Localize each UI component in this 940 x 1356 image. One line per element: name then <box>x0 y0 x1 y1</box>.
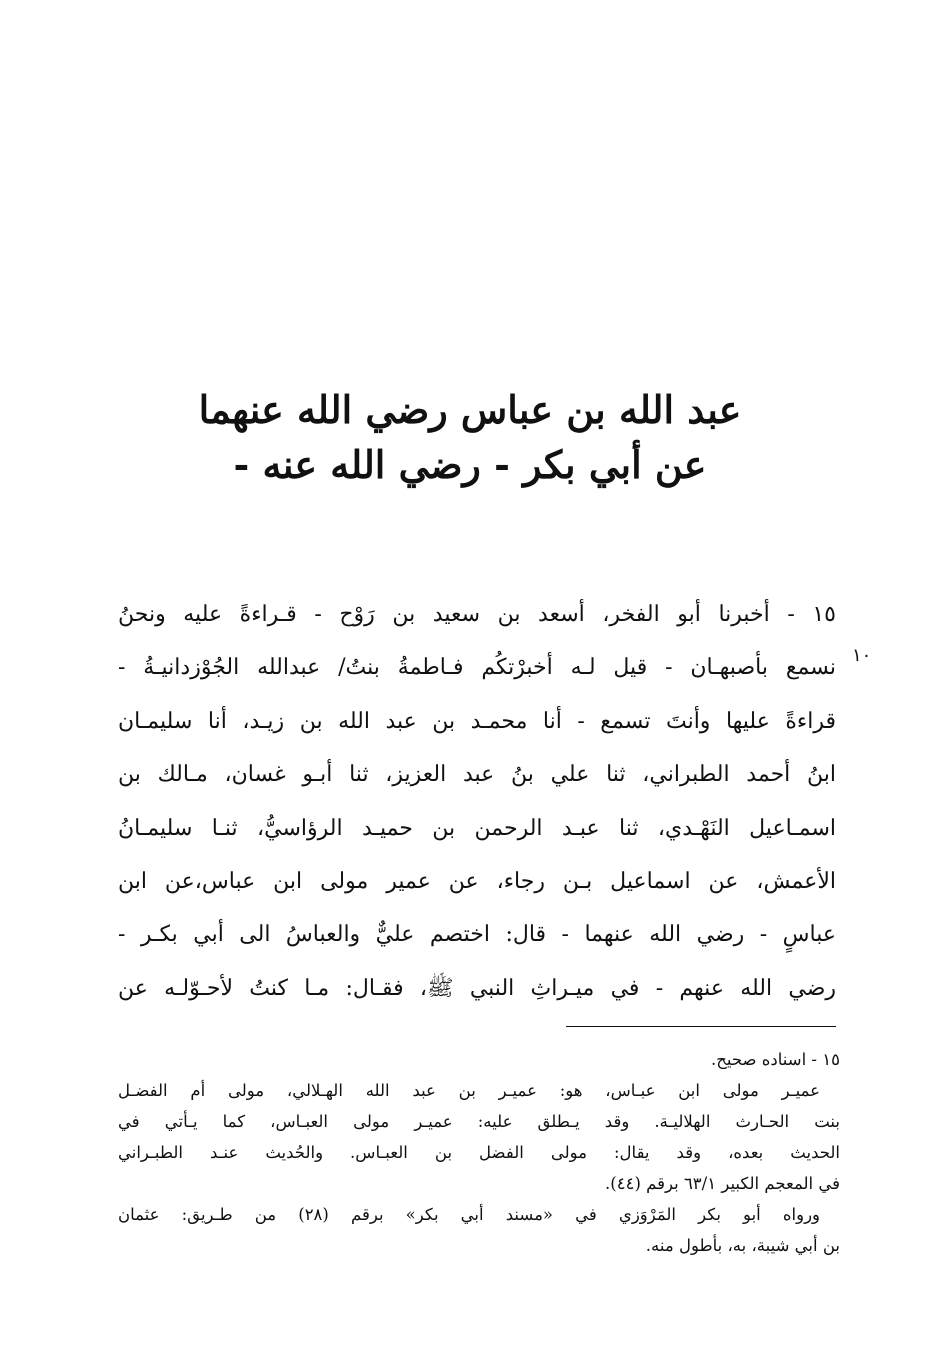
chapter-title-line-2: عن أبي بكر - رضي الله عنه - <box>233 442 707 487</box>
text-line: عباسٍ - رضي الله عنهما - قال: اختصم عليٌّ والعباسُ الى أبي بكـر - <box>118 922 836 948</box>
footnote-line: ورواه أبو بكر المَرْوَزي في «مسند أبي بكر» برقم (٢٨) من طـريق: عثمان <box>118 1205 821 1224</box>
footnote-heading: ١٥ - اسناده صحيح. <box>711 1050 840 1069</box>
footnote-line: عميـر مولى ابن عبـاس، هو: عميـر بن عبد الله الهـلالي، مولى أم الفضـل <box>118 1081 820 1100</box>
text-line: نسمع بأصبهـان - قيل لـه أخبرْتكُم فـاطمةُ بنتُ/ عبدالله الجُوْزدانيـةُ - <box>118 655 836 681</box>
footnote-separator <box>566 1026 836 1027</box>
text-line: اسمـاعيل النَهْـدي، ثنا عبـد الرحمن بن حميـد الرؤاسيُّ، ثنـا سليمـانُ <box>118 815 836 841</box>
text-line: رضي الله عنهم - في ميـراثِ النبي ﷺ، فقـال: مـا كنتُ لأحـوّلـه عن <box>118 975 836 1001</box>
text-line: ١٥ - أخبرنا أبو الفخر، أسعد بن سعيد بن رَوْح - قـراءةً عليه ونحنُ <box>118 602 836 627</box>
footnote-line: الحديث بعده، وقد يقال: مولى الفضل بن العبـاس. والحُديث عنـد الطبـراني <box>118 1143 840 1162</box>
footnote-line: في المعجم الكبير ٦٣/١ برقم (٤٤). <box>605 1174 840 1193</box>
margin-line-number: ١٠ <box>852 645 872 666</box>
footnote-line: بنت الحـارث الهلاليـة. وقد يـطلق عليه: عميـر مولى العبـاس، كما يـأتي في <box>118 1112 840 1131</box>
text-line: الأعمش، عن اسماعيل بـن رجاء، عن عمير مولى ابن عباس،عن ابن <box>118 868 836 894</box>
text-line: قراءةً عليها وأنتَ تسمع - أنا محمـد بن عبد الله بن زيـد، أنا سليمـان <box>118 708 836 734</box>
hadith-text <box>118 588 836 1015</box>
footnote-line: بن أبي شيبة، به، بأطول منه. <box>645 1236 840 1255</box>
footnotes <box>118 1044 840 1261</box>
text-line: ابنُ أحمد الطبراني، ثنا علي بنُ عبد العزيز، ثنا أبـو غسان، مـالك بن <box>118 762 836 788</box>
chapter-title-line-1: عبد الله بن عباس رضي الله عنهما <box>198 387 742 432</box>
